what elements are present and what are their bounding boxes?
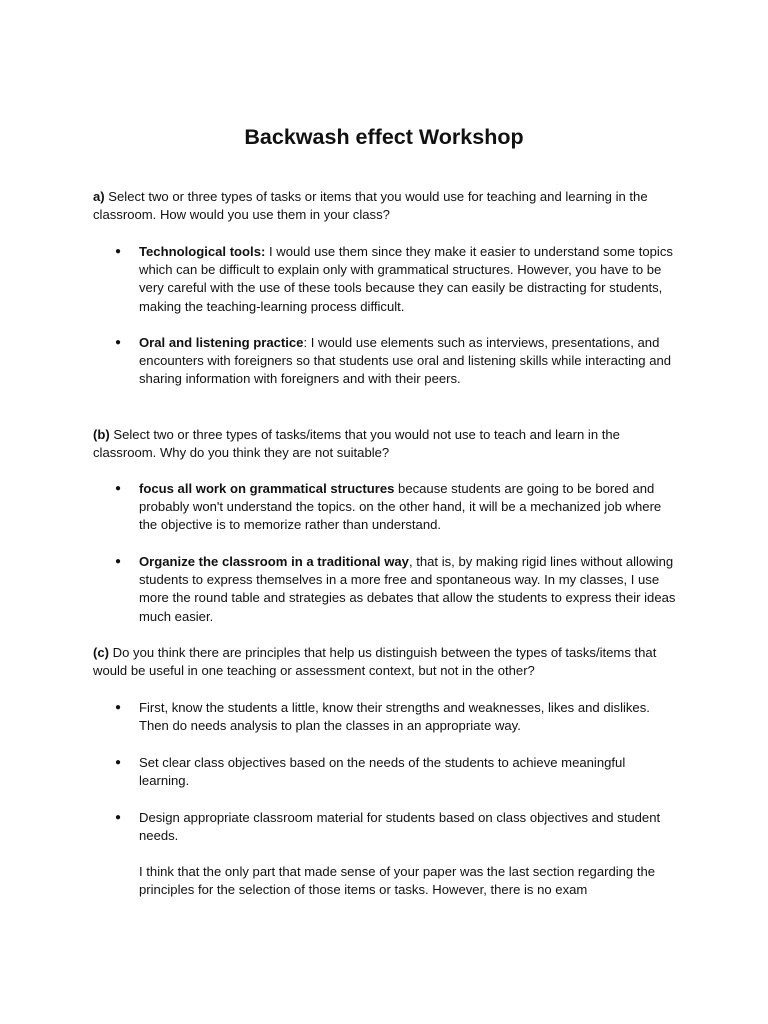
bullet-icon: ●: [115, 556, 122, 567]
list-item-b2: [115, 553, 679, 626]
list-item-b2-text: , that is, by making rigid lines without allowing students to express themselves in a more free and spontaneous way. In my classes, I use more the round table and strategies as debates that allow the students to express their ideas much easier.: [139, 554, 676, 624]
bullet-icon: ●: [115, 812, 122, 823]
list-item-a1-text: I would use them since they make it easier to understand some topics which can be difficult to explain only with grammatical structures. However, you have to be very careful with the use of these tools because they can easily be distracting for students, making the teaching-learning process difficult.: [139, 244, 673, 314]
list-item-b1-text: because students are going to be bored and probably won't understand the topics. on the other hand, it will be a mechanized job where the objective is to memorize rather than understand.: [139, 481, 662, 533]
question-a-label: a): [93, 189, 105, 204]
list-item-c3: [115, 809, 679, 845]
question-b-text: Select two or three types of tasks/items that you would not use to teach and learn in the classroom. Why do you think they are not suitable?: [93, 427, 620, 461]
list-item-b2-bold: Organize the classroom in a traditional way: [139, 554, 409, 569]
question-b-label: (b): [93, 427, 110, 442]
list-item-a1-bold: Technological tools:: [139, 244, 266, 259]
bullet-icon: ●: [115, 337, 122, 348]
list-item-c1: [115, 699, 679, 735]
list-item-b1: [115, 480, 679, 535]
bullet-icon: ●: [115, 483, 122, 494]
list-item-a2: [115, 334, 679, 389]
bullet-icon: ●: [115, 246, 122, 257]
question-a-text: Select two or three types of tasks or items that you would use for teaching and learning in the classroom. How would you use them in your class?: [93, 189, 648, 223]
page-title: Backwash effect Workshop: [244, 125, 524, 149]
question-c: [93, 644, 683, 680]
reviewer-comment: I think that the only part that made sense of your paper was the last section regarding the principles for the selection of those items or tasks. However, there is no exam: [139, 864, 656, 898]
list-item-c2-text: Set clear class objectives based on the needs of the students to achieve meaningful learning.: [139, 755, 626, 789]
bullet-icon: ●: [115, 757, 122, 768]
bullet-icon: ●: [115, 702, 122, 713]
list-item-c1-text: First, know the students a little, know their strengths and weaknesses, likes and dislikes. Then do needs analysis to plan the classes in an appropriate way.: [139, 700, 650, 734]
question-b: [93, 426, 683, 462]
question-c-text: Do you think there are principles that help us distinguish between the types of tasks/items that would be useful in one teaching or assessment context, but not in the other?: [93, 645, 657, 679]
list-item-a2-text: : I would use elements such as interviews, presentations, and encounters with foreigners so that students use oral and listening skills while interacting and sharing information with foreigners and with their peers.: [139, 335, 672, 387]
list-item-a1: [115, 243, 679, 316]
list-item-c3-text: Design appropriate classroom material for students based on class objectives and student needs.: [139, 810, 661, 844]
list-item-c2: [115, 754, 679, 790]
list-item-a2-bold: Oral and listening practice: [139, 335, 304, 350]
list-item-b1-bold: focus all work on grammatical structures: [139, 481, 395, 496]
question-a: [93, 188, 683, 224]
question-c-label: (c): [93, 645, 110, 660]
